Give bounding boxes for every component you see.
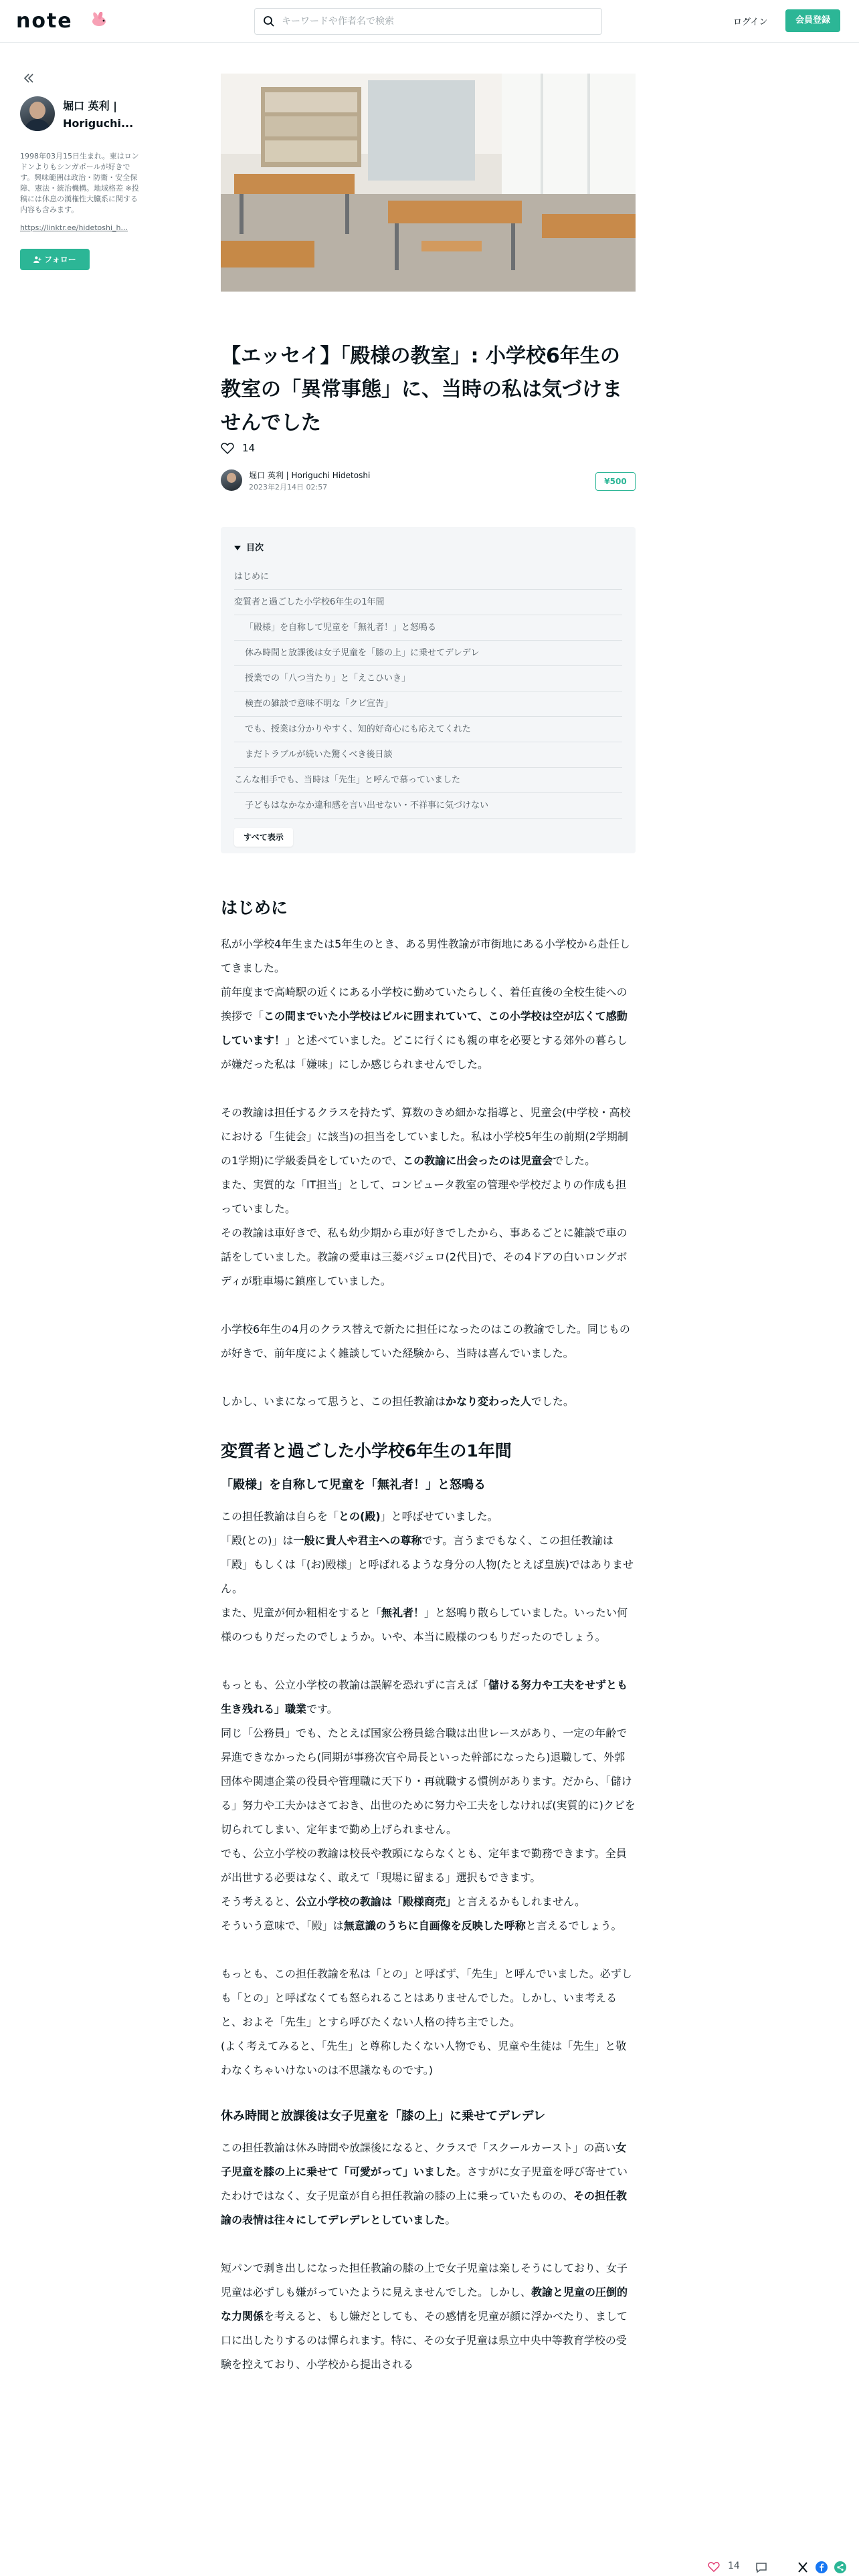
share-icon[interactable] xyxy=(834,2561,847,2574)
toc-item[interactable]: こんな相手でも、当時は「先生」と呼んで慕っていました xyxy=(234,768,622,793)
creator-name[interactable]: 堀口 英利 | Horiguchi... xyxy=(63,100,134,130)
author-avatar[interactable] xyxy=(221,469,242,491)
paragraph: 短パンで剥き出しになった担任教諭の膝の上で女子児童は楽しそうにしており、女子児童は必ずしも嫌がっていたように見えませんでした。しかし、教諭と児童の圧倒的な力関係を考えると、もし嫌だとしても、その感情を児童が顔に浮かべたり、まして口に出したりするのは憚られます。特に、その女子児童は県立中央中等教育学校の受験を控えており、小学校から提出される xyxy=(221,2262,628,2371)
toc-show-all-button[interactable]: すべて表示 xyxy=(234,828,293,847)
toc-item[interactable]: 授業での「八つ当たり」と「えこひいき」 xyxy=(234,666,622,691)
publish-date: 2023年2月14日 02:57 xyxy=(249,483,328,492)
toc-item[interactable]: でも、授業は分かりやすく、知的好奇心にも応えてくれた xyxy=(234,717,622,742)
subheading-tono: 「殿様」を自称して児童を「無礼者！」と怒鳴る xyxy=(221,1478,486,1492)
note-logo[interactable]: note xyxy=(16,9,73,33)
collapse-icon[interactable] xyxy=(23,72,35,84)
toc-item[interactable]: はじめに xyxy=(234,564,622,590)
price-button[interactable]: ¥500 xyxy=(595,472,636,491)
search-input[interactable] xyxy=(282,9,596,33)
creator-bio: 1998年03月15日生まれ。東はロンドンよりもシンガポールが好きです。興味範囲は政治・防衛・安全保障、憲法・統治機構。地域格差 ※投稿には休息の漢権性大臓系に関する内容も含みます。 xyxy=(20,152,139,214)
caret-down-icon xyxy=(234,546,241,550)
facebook-icon[interactable] xyxy=(815,2561,828,2574)
paragraph: この担任教諭は自らを「との(殿)」と呼ばせていました。 「殿(との)」は一般に貴人や君主への尊称です。言うまでもなく、この担任教諭は「殿」もしくは「(お)殿様」と呼ばれるような身分の人物(たとえば皇族)ではありません。 また、児童が何か粗相をすると「無礼者！」と怒鳴り散らしていました。いったい何様のつもりだったのでしょうか。いや、本当に殿様のつもりだったのでしょう。 xyxy=(221,1510,634,1643)
heart-icon[interactable] xyxy=(708,2561,720,2572)
paragraph: 小学校6年生の4月のクラス替えで新たに担任になったのはこの教諭でした。同じものが好きで、前年度によく雑談していた経験から、当時は喜んでいました。 xyxy=(221,1323,630,1360)
x-icon[interactable] xyxy=(796,2561,809,2574)
follow-label: フォロー xyxy=(44,255,76,264)
site-header xyxy=(0,0,859,43)
floating-action-bar xyxy=(696,2559,859,2576)
signup-button[interactable]: 会員登録 xyxy=(785,9,840,32)
heading-intro: はじめに xyxy=(221,898,288,918)
hero-image-classroom xyxy=(221,74,636,292)
heart-icon[interactable] xyxy=(221,442,234,454)
toc-item[interactable]: 検査の雑談で意味不明な「クビ宣告」 xyxy=(234,691,622,717)
toc-item[interactable]: 休み時間と放課後は女子児童を「膝の上」に乗せてデレデレ xyxy=(234,641,622,666)
toc-item[interactable]: 子どもはなかなか違和感を言い出せない・不祥事に気づけない xyxy=(234,793,622,819)
search-icon xyxy=(263,15,275,27)
paragraph: もっとも、この担任教諭を私は「との」と呼ばず、「先生」と呼んでいました。必ずしも「との」と呼ばなくても怒られることはありませんでした。しかし、いま考えると、およそ「先生」とすら呼びたくない人格の持ち主でした。 (よく考えてみると、「先生」と尊称したくない人物でも、児童や生徒は「先生」と敬わなくちゃいけないのは不思議なものです。) xyxy=(221,1967,632,2076)
follow-button[interactable] xyxy=(20,249,90,270)
heading-year: 変質者と過ごした小学校6年生の1年間 xyxy=(221,1441,512,1461)
toc-header[interactable] xyxy=(234,540,622,564)
paragraph: 私が小学校4年生または5年生のとき、ある男性教諭が市街地にある小学校から赴任してきました。 前年度まで高崎駅の近くにある小学校に勤めていたらしく、着任直後の全校生徒への挨拶で「この間までいた小学校はビルに囲まれていて、この小学校は空が広くて感動しています！」と述べていました。どこに行くにも親の車を必要とする郊外の暮らしが嫌だった私は「嫌味」にしか感じられませんでした。 xyxy=(221,938,630,1071)
paragraph: その教諭は担任するクラスを持たず、算数のきめ細かな指導と、児童会(中学校・高校における「生徒会」に該当)の担当をしていました。私は小学校5年生の前期(2学期制の1学期)に学級委員をしていたので、この教諭に出会ったのは児童会でした。 また、実質的な「IT担当」として、コンピュータ教室の管理や学校だよりの作成も担っていました。 その教諭は車好きで、私も幼少期から車が好きでしたから、事あるごとに雑談で車の話をしていました。教諭の愛車は三菱パジェロ(2代目)で、その4ドアの白いロングボディが駐車場に鎮座していました。 xyxy=(221,1106,631,1287)
table-of-contents xyxy=(221,527,636,853)
login-link[interactable]: ログイン xyxy=(733,17,768,27)
creator-avatar[interactable] xyxy=(20,96,55,131)
paragraph: しかし、いまになって思うと、この担任教諭はかなり変わった人でした。 xyxy=(221,1395,574,1408)
float-like-count: 14 xyxy=(728,2561,740,2571)
article-body xyxy=(221,876,636,2401)
author-name[interactable]: 堀口 英利 | Horiguchi Hidetoshi xyxy=(249,471,371,480)
toc-item[interactable]: 「殿様」を自称して児童を「無礼者！」と怒鳴る xyxy=(234,615,622,641)
article-title: 【エッセイ】「殿様の教室」: 小学校6年生の教室の「異常事態」に、当時の私は気づけませんでした xyxy=(221,344,622,435)
creator-link[interactable]: https://linktr.ee/hidetoshi_h... xyxy=(20,223,128,232)
comment-icon[interactable] xyxy=(755,2561,768,2574)
subheading-hiza: 休み時間と放課後は女子児童を「膝の上」に乗せてデレデレ xyxy=(221,2109,546,2123)
user-plus-icon xyxy=(33,256,41,263)
like-row xyxy=(221,441,255,456)
toc-heading: 目次 xyxy=(246,543,264,553)
toc-item[interactable]: 変質者と過ごした小学校6年生の1年間 xyxy=(234,590,622,615)
toc-item[interactable]: まだトラブルが続いた驚くべき後日談 xyxy=(234,742,622,768)
paragraph: もっとも、公立小学校の教諭は誤解を恐れずに言えば「儲ける努力や工夫をせずとも生き残れる」職業です。 同じ「公務員」でも、たとえば国家公務員総合職は出世レースがあり、一定の年齢で昇進できなかったら(同期が事務次官や局長といった幹部になったら)退職して、外郭団体や関連企業の役員や管理職に天下り・再就職する慣例があります。だから、「儲ける」努力や工夫かはさておき、出世のために努力や工夫をしなければ(実質的に)クビを切られてしまい、定年まで勤め上げられません。 でも、公立小学校の教諭は校長や教頭にならなくとも、定年まで勤務できます。全員が出世する必要はなく、敢えて「現場に留まる」選択もできます。 そう考えると、公立小学校の教諭は「殿様商売」と言えるかもしれません。 そういう意味で、「殿」は無意識のうちに自画像を反映した呼称と言えるでしょう。 xyxy=(221,1679,636,1932)
paragraph: この担任教諭は休み時間や放課後になると、クラスで「スクールカースト」の高い女子児童を膝の上に乗せて「可愛がって」いました。さすがに女子児童を呼び寄せていたわけではなく、女子児童が自ら担任教諭の膝の上に乗っていたものの、その担任教諭の表情は往々にしてデレデレとしていました。 xyxy=(221,2141,628,2226)
search-box[interactable] xyxy=(254,8,602,35)
like-count: 14 xyxy=(242,441,256,454)
bunny-icon xyxy=(90,12,108,27)
